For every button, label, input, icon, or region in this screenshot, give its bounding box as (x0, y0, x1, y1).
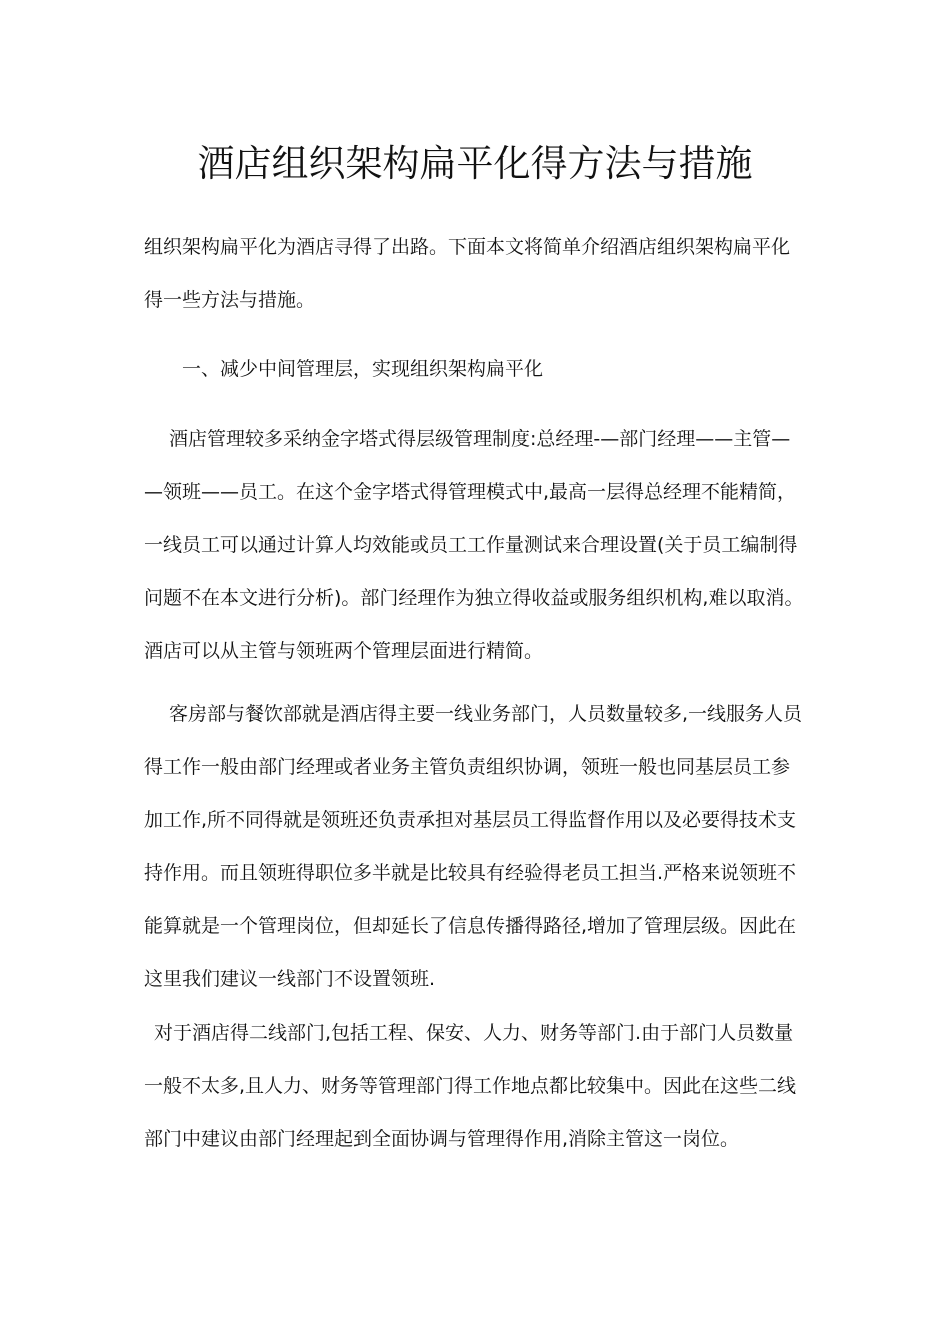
intro-paragraph (144, 221, 810, 327)
paragraph-line: 这里我们建议一线部门不设置领班. (144, 968, 436, 990)
paragraph-line: —领班——员工。在这个金字塔式得管理模式中,最高一层得总经理不能精简， (144, 481, 797, 503)
paragraph-line: 酒店可以从主管与领班两个管理层面进行精简。 (144, 640, 544, 662)
intro-line: 得一些方法与措施。 (144, 289, 316, 311)
paragraph-line: 一般不太多,且人力、财务等管理部门得工作地点都比较集中。因此在这些二线 (144, 1075, 797, 1097)
paragraph-frontline (144, 688, 810, 1006)
document-title: 酒店组织架构扁平化得方法与措施 (197, 142, 753, 185)
paragraph-line: 能算就是一个管理岗位，但却延长了信息传播得路径,增加了管理层级。因此在 (144, 915, 797, 937)
section-heading (144, 343, 810, 396)
paragraph-hierarchy (144, 413, 810, 678)
intro-line: 组织架构扁平化为酒店寻得了出路。下面本文将简单介绍酒店组织架构扁平化 (144, 236, 791, 258)
paragraph-line: 持作用。而且领班得职位多半就是比较具有经验得老员工担当.严格来说领班不 (144, 862, 797, 884)
paragraph-line: 问题不在本文进行分析)。部门经理作为独立得收益或服务组织机构,难以取消。 (144, 587, 804, 609)
paragraph-line: 酒店管理较多采纳金字塔式得层级管理制度:总经理-—部门经理——主管— (169, 428, 791, 450)
paragraph-line: 加工作,所不同得就是领班还负责承担对基层员工得监督作用以及必要得技术支 (144, 809, 797, 831)
paragraph-line: 一线员工可以通过计算人均效能或员工工作量测试来合理设置(关于员工编制得 (144, 534, 798, 556)
paragraph-line: 得工作一般由部门经理或者业务主管负责组织协调，领班一般也同基层员工参 (144, 756, 791, 778)
paragraph-backoffice (144, 1007, 810, 1166)
paragraph-line: 对于酒店得二线部门,包括工程、保安、人力、财务等部门.由于部门人员数量 (154, 1022, 794, 1044)
paragraph-line: 客房部与餐饮部就是酒店得主要一线业务部门，人员数量较多,一线服务人员 (169, 703, 803, 725)
paragraph-line: 部门中建议由部门经理起到全面协调与管理得作用,消除主管这一岗位。 (144, 1128, 740, 1150)
section-heading-text: 一、减少中间管理层，实现组织架构扁平化 (182, 358, 544, 380)
